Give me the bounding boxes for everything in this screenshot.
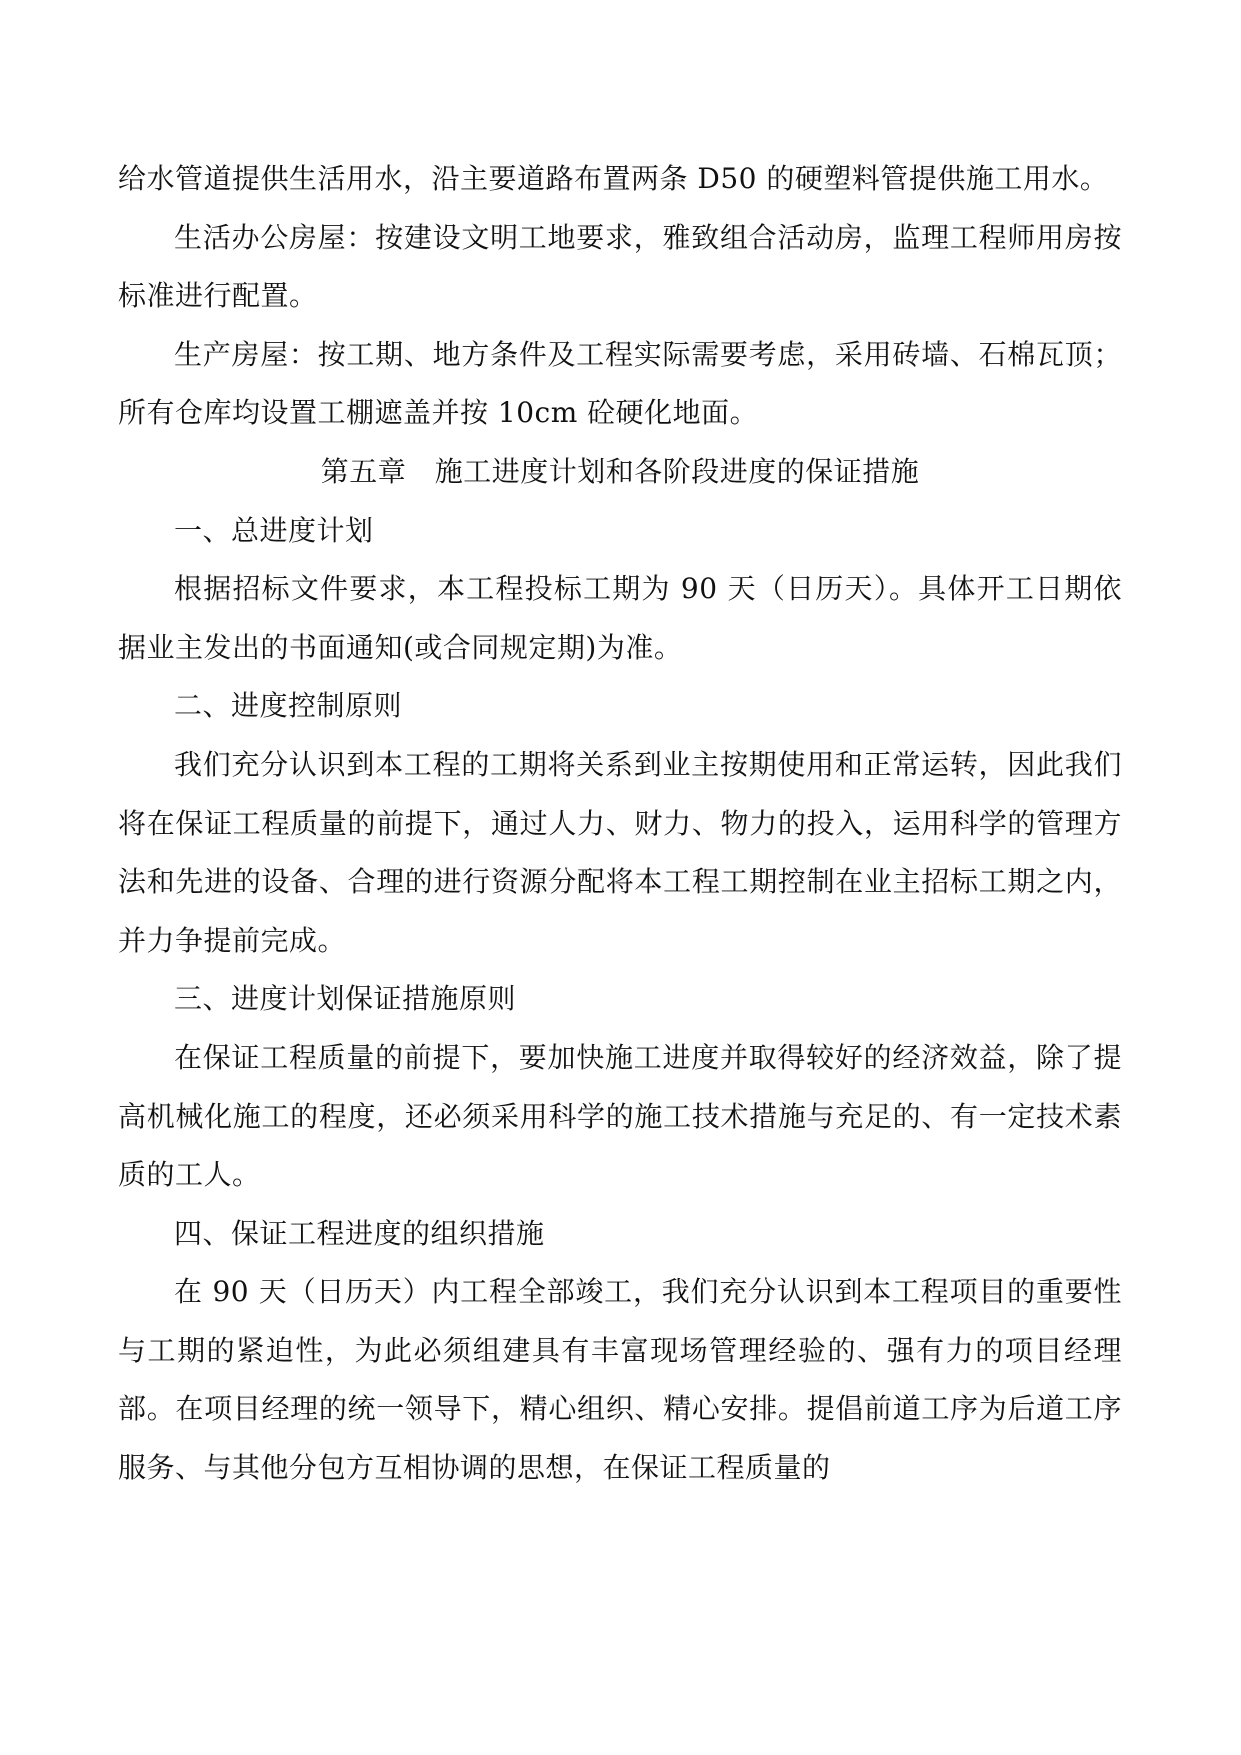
paragraph-control-principle: 我们充分认识到本工程的工期将关系到业主按期使用和正常运转，因此我们将在保证工程质量的前提下，通过人力、财力、物力的投入，运用科学的管理方法和先进的设备、合理的进行资源分配将本工程工期控制在业主招标工期之内，并力争提前完成。: [118, 747, 1122, 957]
paragraph-organization-measures: 在 90 天（日历天）内工程全部竣工，我们充分认识到本工程项目的重要性与工期的紧迫性，为此必须组建具有丰富现场管理经验的、强有力的项目经理部。在项目经理的统一领导下，精心组织、精心安排。提倡前道工序为后道工序服务、与其他分包方互相协调的思想，在保证工程质量的: [118, 1275, 1122, 1485]
paragraph-schedule: 根据招标文件要求，本工程投标工期为 90 天（日历天）。具体开工日期依据业主发出的书面通知(或合同规定期)为准。: [118, 572, 1122, 664]
chapter-title: 第五章 施工进度计划和各阶段进度的保证措施: [320, 454, 920, 488]
paragraph-office-housing: 生活办公房屋：按建设文明工地要求，雅致组合活动房，监理工程师用房按标准进行配置。: [118, 220, 1122, 313]
section-heading-1: 一、总进度计划: [174, 513, 374, 547]
paragraph-production-housing: 生产房屋：按工期、地方条件及工程实际需要考虑，采用砖墙、石棉瓦顶；所有仓库均设置工棚遮盖并按 10cm 砼硬化地面。: [118, 337, 1122, 430]
section-heading-3: 三、进度计划保证措施原则: [174, 982, 517, 1016]
paragraph-guarantee-principle: 在保证工程质量的前提下，要加快施工进度并取得较好的经济效益，除了提高机械化施工的程度，还必须采用科学的施工技术措施与充足的、有一定技术素质的工人。: [118, 1040, 1122, 1192]
paragraph-water-supply: 给水管道提供生活用水，沿主要道路布置两条 D50 的硬塑料管提供施工用水。: [118, 162, 1109, 195]
section-heading-2: 二、进度控制原则: [174, 689, 403, 723]
document-body: [118, 150, 1122, 1498]
section-heading-4: 四、保证工程进度的组织措施: [174, 1216, 545, 1250]
